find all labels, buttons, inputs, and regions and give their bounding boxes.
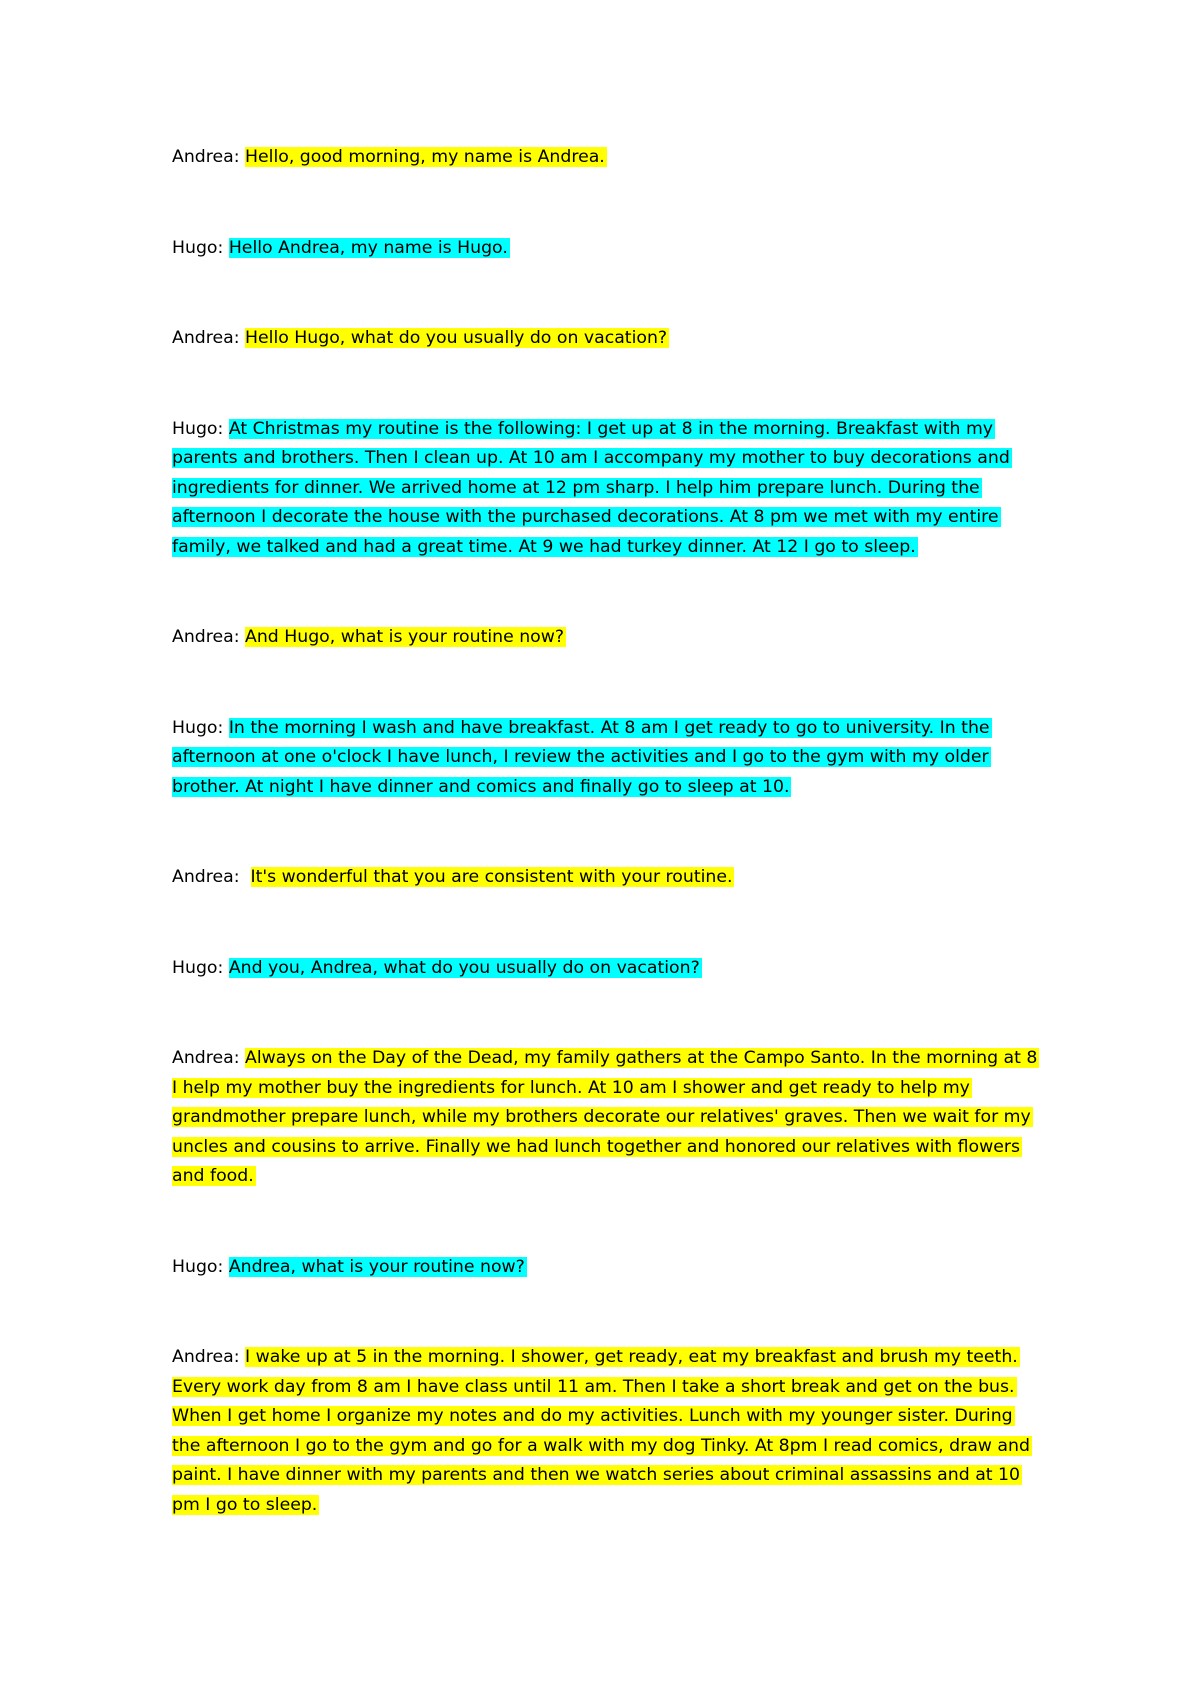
dialogue-line [172, 714, 1040, 803]
highlighted-utterance: At Christmas my routine is the following: I get up at 8 in the morning. Breakfast with my parents and brothers. Then I clean up. At 10 am I accompany my mother to buy decorations and ingredients for dinner. We arrived home at 12 pm sharp. I help him prepare lunch. During the afternoon I decorate the house with the purchased decorations. At 8 pm we met with my entire family, we talked and had a great time. At 9 we had turkey dinner. At 12 I go to sleep. [172, 418, 1010, 557]
dialogue-text [172, 143, 1040, 1520]
dialogue-line [172, 324, 1040, 354]
speaker-name: Andrea: [172, 147, 246, 167]
speaker-name: Andrea: [172, 867, 251, 887]
dialogue-line [172, 863, 1040, 893]
speaker-name: Andrea: [172, 1347, 246, 1367]
highlighted-utterance: In the morning I wash and have breakfast. At 8 am I get ready to go to university. In the afternoon at one o'clock I have lunch, I review the activities and I go to the gym with my older brother. At night I have dinner and comics and finally go to sleep at 10. [172, 717, 990, 797]
highlighted-utterance: I wake up at 5 in the morning. I shower, get ready, eat my breakfast and brush my teeth. Every work day from 8 am I have class until 11 am. Then I take a short break and get on the bus. When I get home I organize my notes and do my activities. Lunch with my younger sister. During the afternoon I go to the gym and go for a walk with my dog Tinky. At 8pm I read comics, draw and paint. I have dinner with my parents and then we watch series about criminal assassins and at 10 pm I go to sleep. [172, 1347, 1030, 1515]
speaker-name: Hugo: [172, 1256, 229, 1277]
dialogue-line [172, 234, 1040, 264]
speaker-name: Hugo: [172, 717, 229, 738]
dialogue-line [172, 954, 1040, 984]
highlighted-utterance: Hello Andrea, my name is Hugo. [228, 237, 508, 258]
speaker-name: Hugo: [172, 418, 229, 439]
highlighted-utterance: Hello, good morning, my name is Andrea. [245, 147, 605, 167]
speaker-name: Andrea: [172, 328, 246, 348]
highlighted-utterance: Hello Hugo, what do you usually do on vacation? [245, 328, 668, 348]
speaker-name: Hugo: [172, 237, 229, 258]
highlighted-utterance: Always on the Day of the Dead, my family gathers at the Campo Santo. In the morning at 8 I help my mother buy the ingredients for lunch. At 10 am I shower and get ready to help my grandmother prepare lunch, while my brothers decorate our relatives' graves. Then we wait for my uncles and cousins to arrive. Finally we had lunch together and honored our relatives with flowers and food. [172, 1048, 1038, 1186]
dialogue-line [172, 1044, 1040, 1192]
dialogue-line [172, 415, 1040, 563]
dialogue-line [172, 143, 1040, 173]
highlighted-utterance: And you, Andrea, what do you usually do on vacation? [228, 957, 700, 978]
highlighted-utterance: And Hugo, what is your routine now? [245, 627, 565, 647]
speaker-name: Andrea: [172, 1048, 246, 1068]
highlighted-utterance: It's wonderful that you are consistent with your routine. [250, 867, 733, 887]
dialogue-line [172, 623, 1040, 653]
dialogue-line [172, 1343, 1040, 1520]
dialogue-line [172, 1253, 1040, 1283]
highlighted-utterance: Andrea, what is your routine now? [228, 1256, 525, 1277]
speaker-name: Hugo: [172, 957, 229, 978]
speaker-name: Andrea: [172, 627, 246, 647]
